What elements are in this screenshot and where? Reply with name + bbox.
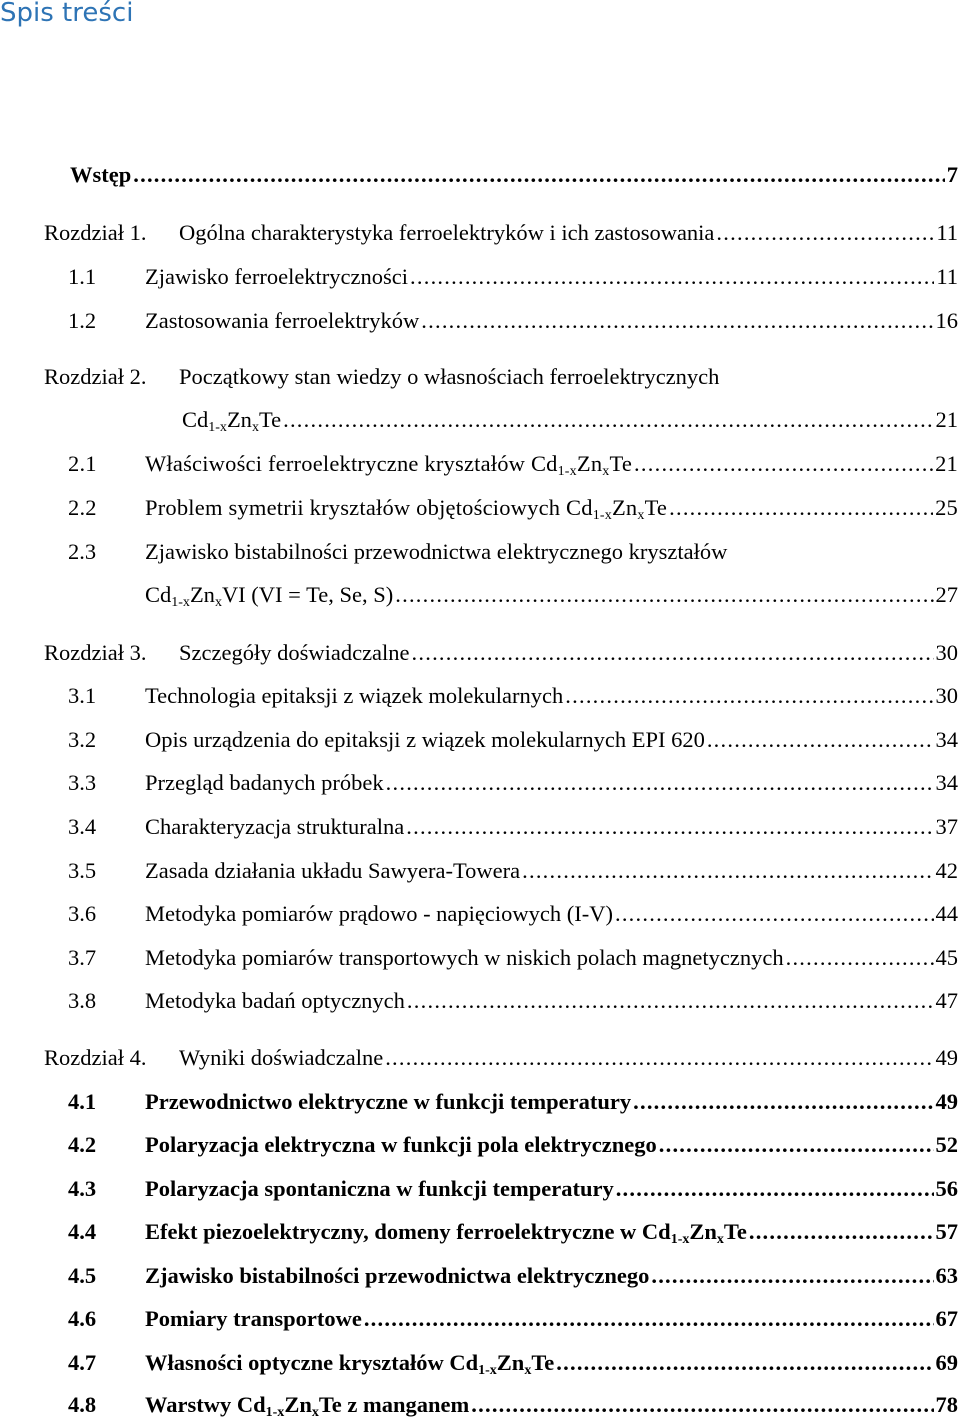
toc-entry-title: Zastosowania ferroelektryków [145, 308, 420, 333]
leader-dots [421, 308, 933, 334]
toc-entry-chapter-3[interactable] [44, 640, 960, 666]
toc-entry-chapter-2-cont[interactable] [182, 407, 960, 433]
toc-entry-page: 11 [936, 264, 958, 289]
toc-entry-title: $Cd_{1-x}Zn_xVI$ (VI = Te, Se, S) [145, 582, 394, 610]
toc-entry-4-8[interactable] [68, 1392, 960, 1418]
toc-entry-page: 49 [935, 1089, 958, 1114]
leader-dots [407, 988, 934, 1014]
toc-entry-page: 42 [935, 858, 958, 883]
toc-entry-number: 3.1 [68, 683, 97, 708]
toc-entry-page: 37 [935, 814, 958, 839]
toc-entry-number: 4.8 [68, 1392, 97, 1417]
toc-entry-title: Wstęp [70, 162, 132, 187]
page-heading: Spis treści [0, 0, 134, 28]
toc-entry-title: Polaryzacja spontaniczna w funkcji temperatury [145, 1176, 614, 1201]
toc-entry-2-2[interactable] [68, 495, 960, 521]
leader-dots [412, 640, 934, 666]
toc-entry-title: Zasada działania układu Sawyera-Towera [145, 858, 521, 883]
leader-dots [716, 220, 934, 246]
toc-entry-page: 25 [935, 495, 958, 520]
toc-entry-4-1[interactable] [68, 1089, 960, 1115]
toc-entry-page: 16 [935, 308, 958, 333]
toc-entry-chapter-4[interactable] [44, 1045, 960, 1071]
toc-entry-number: 4.7 [68, 1350, 97, 1375]
leader-dots [556, 1350, 933, 1376]
toc-entry-title: Zjawisko ferroelektryczności [145, 264, 409, 289]
toc-entry-number: 4.5 [68, 1263, 97, 1288]
leader-dots [406, 814, 933, 840]
toc-entry-title: Technologia epitaksji z wiązek molekularnych [145, 683, 564, 708]
toc-entry-page: 34 [935, 770, 958, 795]
leader-dots [385, 1045, 933, 1071]
toc-entry-title: Zjawisko bistabilności przewodnictwa elektrycznego [145, 1263, 650, 1288]
leader-dots [786, 945, 934, 971]
toc-entry-title: Polaryzacja elektryczna w funkcji pola elektrycznego [145, 1132, 657, 1157]
toc-entry-4-6[interactable] [68, 1306, 960, 1332]
toc-entry-page: 56 [935, 1176, 958, 1201]
toc-entry-title: Efekt piezoelektryczny, domeny ferroelektryczne w $Cd_{1-x}Zn_xTe$ [145, 1219, 747, 1247]
toc-entry-page: 67 [935, 1306, 958, 1331]
toc-entry-title: Początkowy stan wiedzy o własnościach ferroelektrycznych [179, 364, 720, 389]
toc-entry-1-1[interactable] [68, 264, 960, 290]
toc-entry-3-7[interactable] [68, 945, 960, 971]
leader-dots [395, 582, 933, 608]
toc-entry-page: 49 [935, 1045, 958, 1070]
toc-entry-number: 2.1 [68, 451, 97, 476]
toc-entry-2-3[interactable] [68, 539, 727, 565]
toc-entry-title: Pomiary transportowe [145, 1306, 362, 1331]
toc-entry-number: 2.2 [68, 495, 97, 520]
toc-entry-4-4[interactable] [68, 1219, 960, 1245]
toc-entry-number: 3.8 [68, 988, 97, 1013]
leader-dots [471, 1392, 933, 1418]
toc-entry-title: Przegląd badanych próbek [145, 770, 384, 795]
toc-entry-4-3[interactable] [68, 1176, 960, 1202]
toc-entry-number: 3.4 [68, 814, 97, 839]
toc-entry-page: 27 [935, 582, 958, 607]
toc-entry-page: 44 [935, 901, 958, 926]
leader-dots [707, 727, 934, 753]
leader-dots [634, 451, 933, 477]
toc-entry-chapter-2[interactable] [44, 364, 719, 390]
toc-entry-page: 30 [935, 683, 958, 708]
leader-dots [133, 162, 945, 188]
toc-entry-3-3[interactable] [68, 770, 960, 796]
leader-dots [651, 1263, 933, 1289]
toc-entry-2-3-cont[interactable] [145, 582, 960, 608]
toc-entry-3-8[interactable] [68, 988, 960, 1014]
leader-dots [522, 858, 933, 884]
toc-entry-title: Własności optyczne kryształów $Cd_{1-x}Zn_xTe$ [145, 1350, 555, 1378]
leader-dots [410, 264, 934, 290]
toc-entry-page: 34 [935, 727, 958, 752]
toc-entry-chapter-1[interactable] [44, 220, 960, 246]
toc-entry-number: 4.4 [68, 1219, 97, 1244]
toc-entry-title: Opis urządzenia do epitaksji z wiązek molekularnych EPI 620 [145, 727, 705, 752]
toc-entry-title: Metodyka pomiarów transportowych w niskich polach magnetycznych [145, 945, 784, 970]
leader-dots [283, 407, 933, 433]
toc-entry-number: Rozdział 1. [44, 220, 147, 245]
toc-entry-page: 57 [935, 1219, 958, 1244]
toc-entry-page: 47 [935, 988, 958, 1013]
toc-entry-number: Rozdział 3. [44, 640, 147, 665]
toc-entry-number: 1.2 [68, 308, 97, 333]
toc-entry-title: $Cd_{1-x}Zn_xTe$ [182, 407, 282, 435]
toc-entry-title: Charakteryzacja strukturalna [145, 814, 405, 839]
toc-entry-number: Rozdział 4. [44, 1045, 147, 1070]
toc-entry-page: 21 [935, 451, 958, 476]
toc-entry-page: 78 [935, 1392, 958, 1417]
toc-entry-number: 4.3 [68, 1176, 97, 1201]
leader-dots [659, 1132, 934, 1158]
toc-entry-title: Metodyka pomiarów prądowo - napięciowych (I-V) [145, 901, 613, 926]
leader-dots [615, 901, 934, 927]
toc-entry-page: 11 [936, 220, 958, 245]
toc-entry-3-1[interactable] [68, 683, 960, 709]
toc-entry-3-5[interactable] [68, 858, 960, 884]
leader-dots [749, 1219, 934, 1245]
toc-entry-title: Problem symetrii kryształów objętościowych $Cd_{1-x}Zn_xTe$ [145, 495, 668, 523]
toc-entry-page: 63 [935, 1263, 958, 1288]
toc-entry-page: 45 [935, 945, 958, 970]
toc-entry-wstep[interactable] [70, 162, 960, 188]
toc-entry-number: Rozdział 2. [44, 364, 147, 389]
toc-entry-2-1[interactable] [68, 451, 960, 477]
toc-entry-1-2[interactable] [68, 308, 960, 334]
toc-entry-number: 3.7 [68, 945, 97, 970]
toc-entry-number: 2.3 [68, 539, 97, 564]
toc-entry-title: Ogólna charakterystyka ferroelektryków i ich zastosowania [179, 220, 715, 245]
toc-entry-3-4[interactable] [68, 814, 960, 840]
toc-entry-4-2[interactable] [68, 1132, 960, 1158]
leader-dots [669, 495, 933, 521]
toc-entry-title: Wyniki doświadczalne [179, 1045, 384, 1070]
toc-entry-title: Przewodnictwo elektryczne w funkcji temperatury [145, 1089, 632, 1114]
toc-entry-title: Metodyka badań optycznych [145, 988, 405, 1013]
toc-entry-number: 4.2 [68, 1132, 97, 1157]
toc-entry-number: 1.1 [68, 264, 97, 289]
toc-entry-page: 69 [935, 1350, 958, 1375]
toc-entry-4-7[interactable] [68, 1350, 960, 1376]
leader-dots [633, 1089, 933, 1115]
toc-entry-title: Szczegóły doświadczalne [179, 640, 410, 665]
toc-entry-title: Właściwości ferroelektryczne kryształów $Cd_{1-x}Zn_xTe$ [145, 451, 633, 479]
toc-entry-number: 3.6 [68, 901, 97, 926]
toc-entry-3-2[interactable] [68, 727, 960, 753]
toc-entry-page: 52 [935, 1132, 958, 1157]
leader-dots [386, 770, 934, 796]
toc-entry-4-5[interactable] [68, 1263, 960, 1289]
toc-entry-page: 30 [935, 640, 958, 665]
toc-entry-number: 3.5 [68, 858, 97, 883]
leader-dots [565, 683, 933, 709]
toc-entry-number: 3.2 [68, 727, 97, 752]
toc-entry-page: 21 [935, 407, 958, 432]
leader-dots [616, 1176, 934, 1202]
toc-entry-number: 4.1 [68, 1089, 97, 1114]
toc-entry-number: 3.3 [68, 770, 97, 795]
toc-entry-3-6[interactable] [68, 901, 960, 927]
toc-entry-page: 7 [946, 162, 958, 187]
toc-entry-number: 4.6 [68, 1306, 97, 1331]
toc-entry-title: Zjawisko bistabilności przewodnictwa elektrycznego kryształów [145, 539, 728, 564]
toc-entry-title: Warstwy $Cd_{1-x}Zn_xTe$ z manganem [145, 1392, 470, 1420]
leader-dots [364, 1306, 934, 1332]
